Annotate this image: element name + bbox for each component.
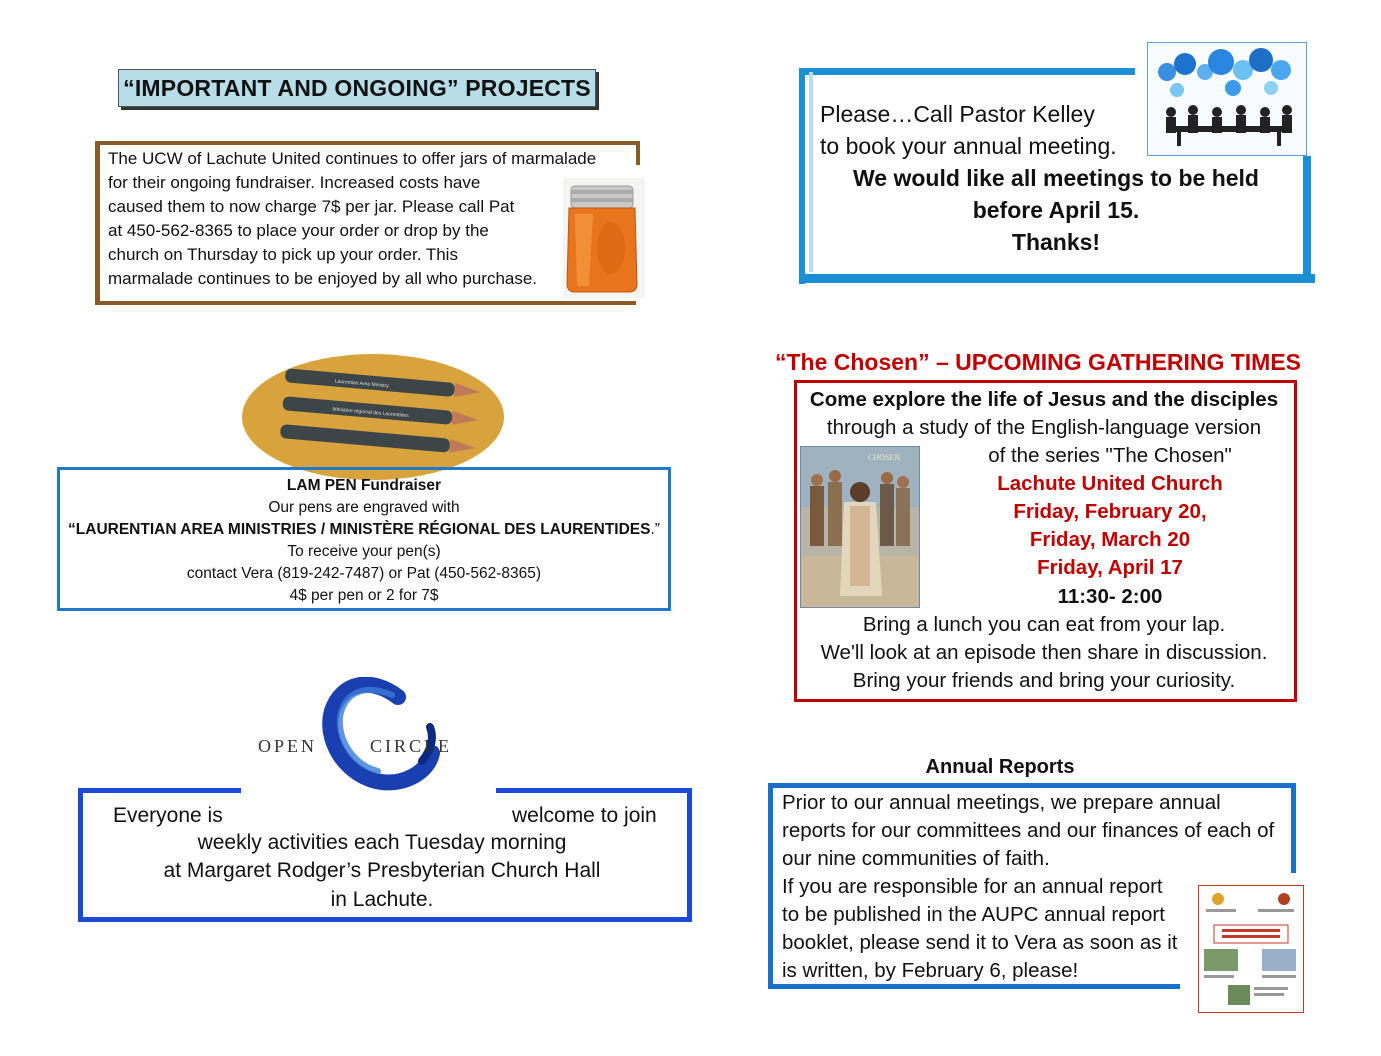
meeting-image bbox=[1147, 42, 1307, 156]
projects-heading: “IMPORTANT AND ONGOING” PROJECTS bbox=[118, 69, 596, 107]
annual-line: our nine communities of faith. bbox=[782, 847, 1050, 870]
open-circle-line: weekly activities each Tuesday morning bbox=[197, 831, 567, 854]
pens-image bbox=[242, 354, 504, 480]
chosen-line: of the series "The Chosen" bbox=[988, 444, 1232, 467]
pen-line: To receive your pen(s) bbox=[287, 543, 441, 560]
pastor-line: We would like all meetings to be held bbox=[853, 165, 1259, 191]
pastor-line: before April 15. bbox=[972, 197, 1140, 223]
chosen-line: through a study of the English-language version bbox=[826, 416, 1262, 439]
open-circle-line: at Margaret Rodger’s Presbyterian Church Hall bbox=[163, 859, 601, 882]
pen-line: 4$ per pen or 2 for 7$ bbox=[289, 587, 439, 604]
chosen-line: Come explore the life of Jesus and the disciples bbox=[809, 388, 1279, 411]
open-circle-logo-left: OPEN bbox=[258, 736, 318, 756]
pastor-line: Please…Call Pastor Kelley bbox=[820, 101, 1095, 127]
annual-line: Prior to our annual meetings, we prepare annual bbox=[782, 791, 1221, 814]
pen-fundraiser-text bbox=[60, 475, 668, 607]
annual-report-cover-image bbox=[1198, 885, 1304, 1013]
pastor-line: to book your annual meeting. bbox=[820, 133, 1117, 159]
chosen-line: Bring a lunch you can eat from your lap. bbox=[862, 613, 1226, 636]
open-circle-logo-right: CIRCLE bbox=[370, 736, 453, 756]
marmalade-line: for their ongoing fundraiser. Increased costs have bbox=[108, 173, 481, 192]
chosen-location: Lachute United Church bbox=[997, 472, 1223, 495]
pen-line: contact Vera (819-242-7487) or Pat (450-562-8365) bbox=[186, 565, 542, 582]
annual-line: reports for our committees and our finances of each of bbox=[782, 819, 1275, 842]
chosen-line: We'll look at an episode then share in discussion. bbox=[820, 641, 1268, 664]
marmalade-line: marmalade continues to be enjoyed by all who purchase. bbox=[108, 269, 538, 288]
marmalade-line: church on Thursday to pick up your order. This bbox=[108, 245, 458, 264]
pen-engraving-line bbox=[60, 519, 668, 541]
chosen-heading: “The Chosen” – UPCOMING GATHERING TIMES bbox=[774, 349, 1302, 375]
marmalade-jar-image bbox=[563, 178, 645, 298]
open-circle-line: in Lachute. bbox=[330, 888, 434, 911]
chosen-date: Friday, March 20 bbox=[1029, 528, 1191, 551]
annual-line: booklet, please send it to Vera as soon as it bbox=[782, 931, 1178, 954]
pen-engraving: Laurentian Area Ministry bbox=[334, 378, 389, 390]
marmalade-text bbox=[108, 147, 597, 291]
annual-line: If you are responsible for an annual report bbox=[782, 875, 1163, 898]
marmalade-line: at 450-562-8365 to place your order or drop by the bbox=[108, 221, 489, 240]
open-circle-logo bbox=[252, 677, 472, 807]
open-circle-line: Everyone is bbox=[113, 804, 223, 827]
chosen-line: Bring your friends and bring your curiosity. bbox=[852, 669, 1236, 692]
pen-engraving-end: .” bbox=[650, 521, 660, 538]
chosen-date: Friday, February 20, bbox=[1013, 500, 1207, 523]
annual-line: to be published in the AUPC annual report bbox=[782, 903, 1165, 926]
marmalade-line: The UCW of Lachute United continues to offer jars of marmalade bbox=[108, 149, 597, 168]
pastor-line: Thanks! bbox=[1011, 229, 1101, 255]
pen-fundraiser-title: LAM PEN Fundraiser bbox=[286, 477, 442, 494]
chosen-date: Friday, April 17 bbox=[1037, 556, 1183, 579]
annual-reports-heading: Annual Reports bbox=[925, 756, 1075, 778]
chosen-time: 11:30- 2:00 bbox=[1057, 585, 1163, 608]
pen-engraving: Ministère régional des Laurentides bbox=[332, 406, 409, 420]
pen-engraving-text: “LAURENTIAN AREA MINISTRIES / MINISTÈRE RÉGIONAL DES LAURENTIDES bbox=[68, 521, 651, 538]
chosen-poster-image bbox=[800, 446, 920, 608]
open-circle-line: welcome to join bbox=[512, 804, 657, 827]
annual-line: is written, by February 6, please! bbox=[782, 959, 1079, 982]
poster-title: CHOSEN bbox=[868, 453, 901, 462]
marmalade-line: caused them to now charge 7$ per jar. Please call Pat bbox=[108, 197, 515, 216]
pen-line: Our pens are engraved with bbox=[268, 499, 460, 516]
